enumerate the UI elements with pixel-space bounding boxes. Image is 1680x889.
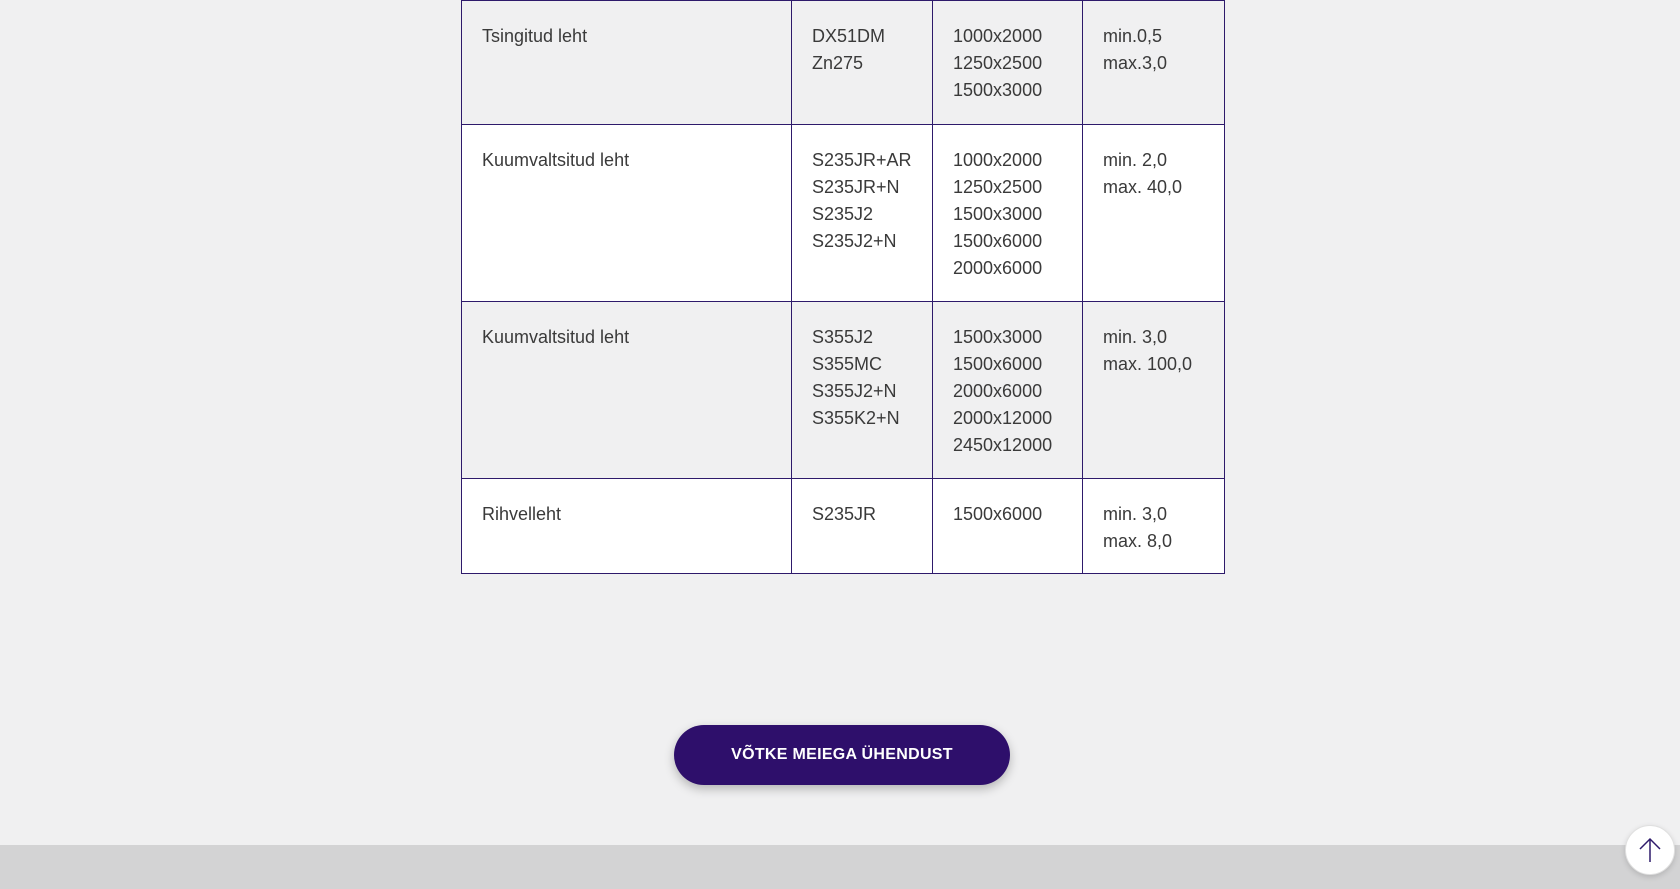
thickness-value: max. 8,0 [1103,531,1173,551]
grade-value: S235J2 [812,204,874,224]
table-row [462,125,1225,302]
thickness-value: min. 3,0 [1103,504,1168,524]
cta-container [674,725,1010,785]
thickness-value: min. 3,0 [1103,327,1168,347]
thickness-cell [1083,125,1225,302]
grade-value: S355K2+N [812,408,900,428]
footer [0,845,1680,889]
thickness-cell [1083,479,1225,574]
grade-value: DX51DM [812,26,886,46]
size-value: 1500x3000 [953,80,1043,100]
grade-cell [792,302,933,479]
size-value: 1500x3000 [953,327,1043,347]
table-row [462,479,1225,574]
grade-value: S235J2+N [812,231,897,251]
contact-us-button[interactable]: VÕTKE MEIEGA ÜHENDUST [674,725,1010,785]
product-name: Kuumvaltsitud leht [482,150,630,170]
arrow-up-icon [1637,836,1663,864]
thickness-cell [1083,302,1225,479]
product-name: Kuumvaltsitud leht [482,327,630,347]
size-value: 1500x6000 [953,354,1043,374]
size-value: 1500x3000 [953,204,1043,224]
size-cell [933,479,1083,574]
size-value: 1500x6000 [953,231,1043,251]
size-value: 2000x6000 [953,258,1043,278]
grade-cell [792,125,933,302]
thickness-cell [1083,1,1225,125]
size-value: 2000x6000 [953,381,1043,401]
thickness-value: min.0,5 [1103,26,1163,46]
size-value: 1000x2000 [953,26,1043,46]
size-value: 1250x2500 [953,53,1043,73]
scroll-to-top-button[interactable] [1625,825,1675,875]
grade-value: S235JR+N [812,177,900,197]
size-value: 2450x12000 [953,435,1053,455]
size-cell [933,302,1083,479]
product-name: Rihvelleht [482,504,562,524]
size-cell [933,125,1083,302]
size-value: 1500x6000 [953,504,1043,524]
grade-value: S355J2 [812,327,874,347]
size-value: 1250x2500 [953,177,1043,197]
size-value: 1000x2000 [953,150,1043,170]
grade-value: Zn275 [812,53,864,73]
size-value: 2000x12000 [953,408,1053,428]
grade-cell [792,479,933,574]
thickness-value: max. 100,0 [1103,354,1193,374]
thickness-value: max. 40,0 [1103,177,1183,197]
grade-value: S235JR+AR [812,150,912,170]
thickness-value: min. 2,0 [1103,150,1168,170]
product-name-cell [462,125,792,302]
grade-value: S235JR [812,504,877,524]
grade-cell [792,1,933,125]
product-name-cell [462,1,792,125]
grade-value: S355J2+N [812,381,897,401]
product-name-cell [462,479,792,574]
product-table [461,0,1225,574]
product-name-cell [462,302,792,479]
table-row [462,1,1225,125]
size-cell [933,1,1083,125]
grade-value: S355MC [812,354,883,374]
table-row [462,302,1225,479]
thickness-value: max.3,0 [1103,53,1168,73]
product-name: Tsingitud leht [482,26,588,46]
